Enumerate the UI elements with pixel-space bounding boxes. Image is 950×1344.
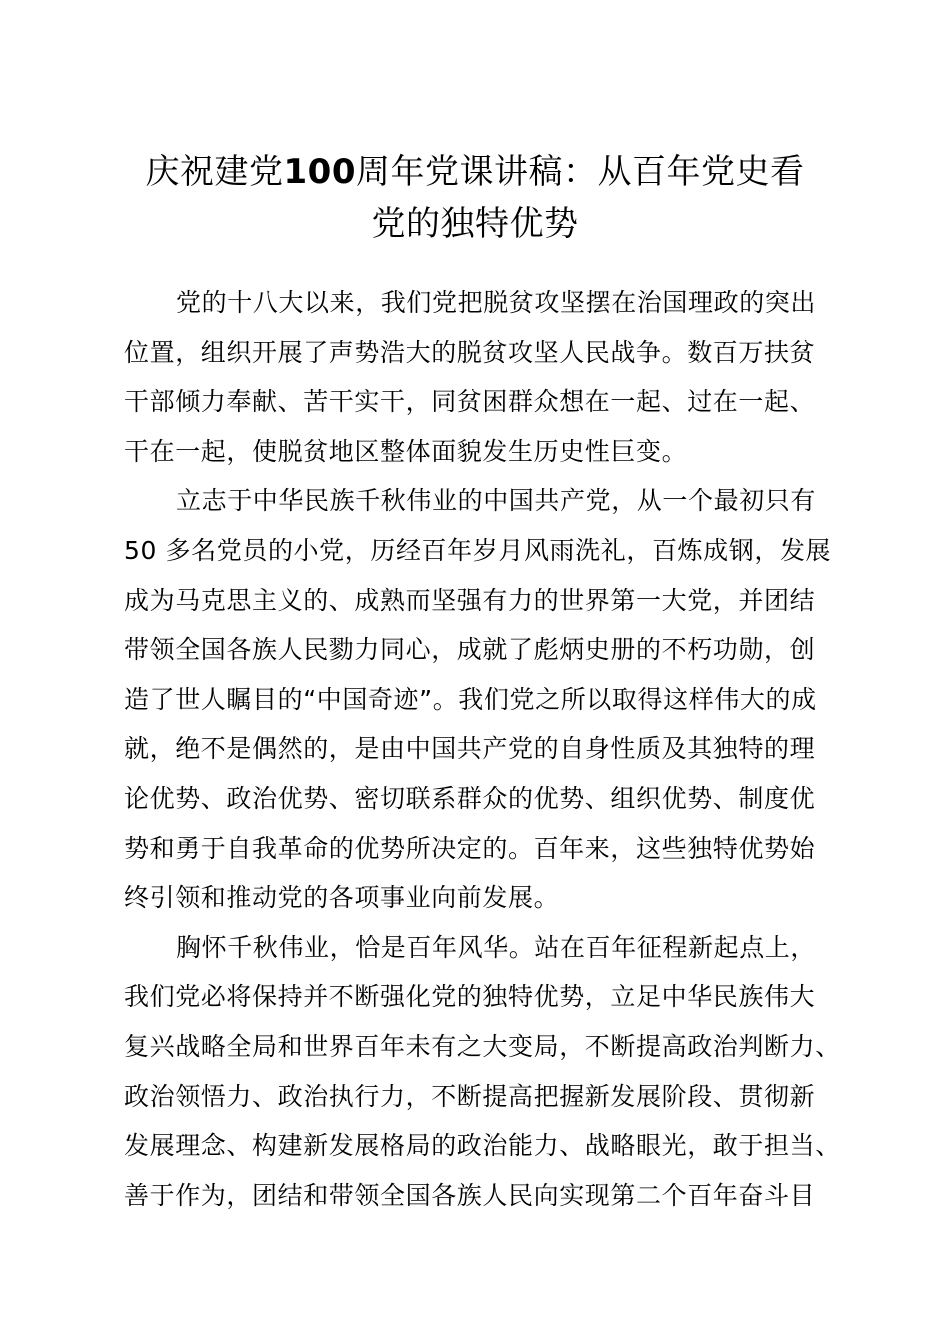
paragraph-line: 造了世人瞩目的“中国奇迹”。我们党之所以取得这样伟大的成 (124, 684, 817, 714)
paragraph-line: 我们党必将保持并不断强化党的独特优势，立足中华民族伟大 (124, 982, 816, 1012)
paragraph-2 (124, 476, 844, 922)
title-line-2: 党的独特优势 (371, 204, 579, 244)
paragraph-line: 立志于中华民族千秋伟业的中国共产党，从一个最初只有 (176, 486, 817, 516)
paragraph-line: 干部倾力奉献、苦干实干，同贫困群众想在一起、过在一起、 (124, 387, 816, 417)
paragraph-line: 50 多名党员的小党，历经百年岁月风雨洗礼，百炼成钢，发展 (124, 535, 832, 565)
paragraph-line: 势和勇于自我革命的优势所决定的。百年来，这些独特优势始 (124, 833, 816, 863)
paragraph-line: 善于作为，团结和带领全国各族人民向实现第二个百年奋斗目 (124, 1180, 816, 1210)
paragraph-1 (124, 278, 844, 476)
paragraph-line: 带领全国各族人民勠力同心，成就了彪炳史册的不朽功勋，创 (124, 635, 816, 665)
paragraph-line: 成为马克思主义的、成熟而坚强有力的世界第一大党，并团结 (124, 585, 816, 615)
paragraph-line: 就，绝不是偶然的，是由中国共产党的自身性质及其独特的理 (124, 734, 816, 764)
paragraph-line: 位置，组织开展了声势浩大的脱贫攻坚人民战争。数百万扶贫 (124, 337, 816, 367)
paragraph-line: 复兴战略全局和世界百年未有之大变局，不断提高政治判断力、 (124, 1031, 841, 1061)
title-suffix: 周年党课讲稿：从百年党史看 (355, 152, 805, 192)
paragraph-line: 发展理念、构建新发展格局的政治能力、战略眼光，敢于担当、 (124, 1131, 841, 1161)
paragraph-3 (124, 923, 844, 1221)
document-title (100, 146, 850, 250)
document-body (124, 278, 844, 1220)
paragraph-line: 党的十八大以来，我们党把脱贫攻坚摆在治国理政的突出 (176, 288, 817, 317)
paragraph-line: 终引领和推动党的各项事业向前发展。 (124, 883, 560, 913)
paragraph-line: 干在一起，使脱贫地区整体面貌发生历史性巨变。 (124, 436, 688, 466)
title-line-1 (100, 146, 850, 198)
paragraph-line: 胸怀千秋伟业，恰是百年风华。站在百年征程新起点上， (176, 932, 817, 962)
paragraph-line: 政治领悟力、政治执行力，不断提高把握新发展阶段、贯彻新 (124, 1081, 816, 1111)
title-number: 100 (283, 152, 356, 192)
title-prefix: 庆祝建党 (145, 152, 284, 192)
paragraph-line: 论优势、政治优势、密切联系群众的优势、组织优势、制度优 (124, 783, 816, 813)
